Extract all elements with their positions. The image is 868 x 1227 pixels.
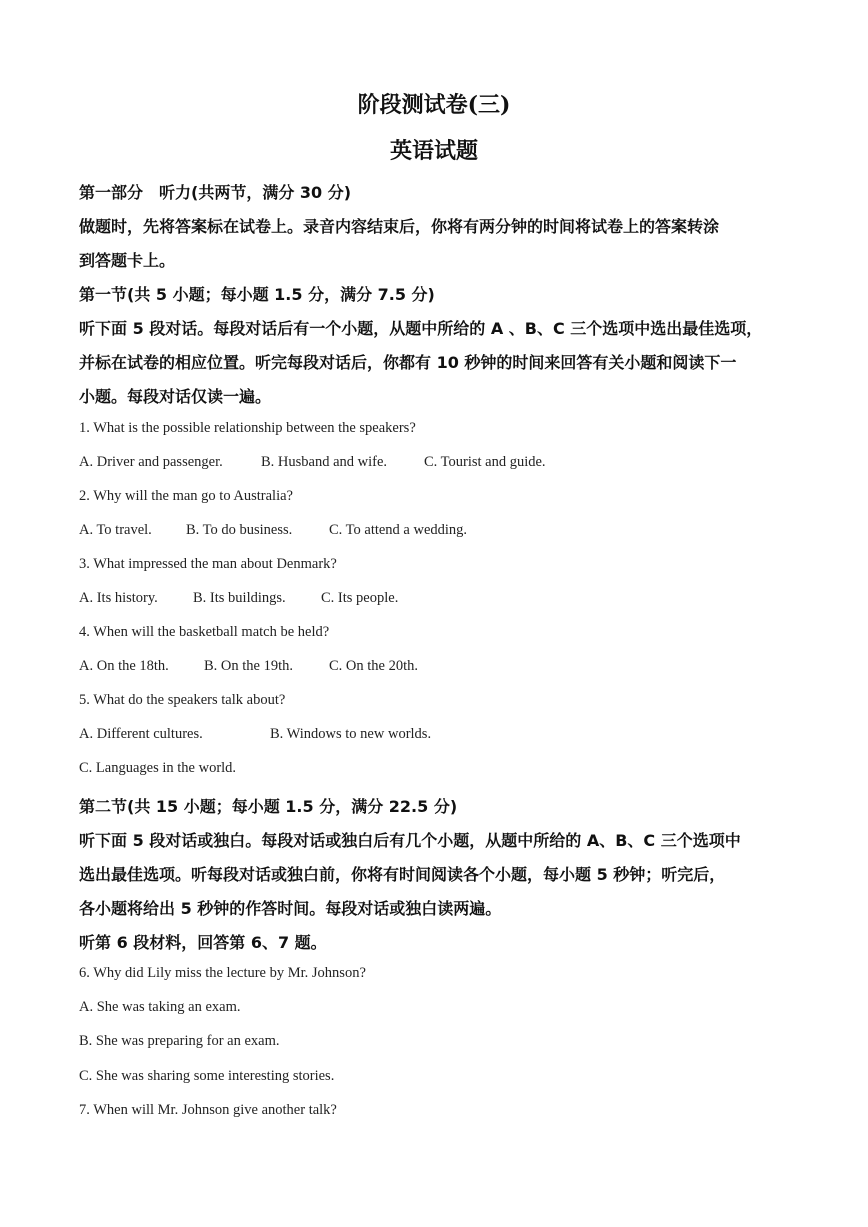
section2-instruction-line: 选出最佳选项。听每段对话或独白前，你将有时间阅读各个小题，每小题 5 秒钟；听完后，	[79, 865, 726, 884]
option-c: C. To attend a wedding.	[329, 522, 468, 538]
option-c: C. Languages in the world.	[79, 760, 237, 776]
option-b: B. Its buildings.	[193, 590, 286, 606]
section1-instruction-line: 小题。每段对话仅读一遍。	[79, 387, 272, 406]
option-c: C. She was sharing some interesting stories.	[79, 1068, 335, 1084]
part1-heading: 第一部分 听力(共两节，满分 30 分)	[79, 183, 352, 202]
option-a: A. Its history.	[79, 590, 158, 606]
option-b: B. Husband and wife.	[261, 454, 388, 470]
option-b: B. Windows to new worlds.	[270, 726, 432, 742]
question-6: 6. Why did Lily miss the lecture by Mr. Johnson?	[79, 965, 366, 981]
option-a: A. To travel.	[79, 522, 152, 538]
option-a: A. On the 18th.	[79, 658, 169, 674]
option-c: C. Its people.	[321, 590, 399, 606]
section2-heading: 第二节(共 15 小题；每小题 1.5 分，满分 22.5 分)	[79, 797, 458, 816]
option-c: C. On the 20th.	[329, 658, 419, 674]
option-a: A. She was taking an exam.	[79, 999, 241, 1015]
section2-instruction-line: 各小题将给出 5 秒钟的作答时间。每段对话或独白读两遍。	[79, 899, 502, 918]
question-7: 7. When will Mr. Johnson give another talk?	[79, 1102, 337, 1118]
option-c: C. Tourist and guide.	[424, 454, 546, 470]
option-a: A. Driver and passenger.	[79, 454, 223, 470]
option-b: B. She was preparing for an exam.	[79, 1033, 280, 1049]
question-2: 2. Why will the man go to Australia?	[79, 488, 293, 504]
question-3: 3. What impressed the man about Denmark?	[79, 556, 337, 572]
section1-heading: 第一节(共 5 小题；每小题 1.5 分，满分 7.5 分)	[79, 285, 435, 304]
section2-instruction-line: 听下面 5 段对话或独白。每段对话或独白后有几个小题，从题中所给的 A、B、C 三个选项中	[79, 831, 741, 850]
part1-instruction-line: 到答题卡上。	[79, 251, 176, 270]
material-6-heading: 听第 6 段材料，回答第 6、7 题。	[79, 933, 327, 952]
question-4: 4. When will the basketball match be held?	[79, 624, 330, 640]
part1-instruction-line: 做题时，先将答案标在试卷上。录音内容结束后，你将有两分钟的时间将试卷上的答案转涂	[79, 217, 720, 236]
option-a: A. Different cultures.	[79, 726, 203, 742]
section1-instruction-line: 听下面 5 段对话。每段对话后有一个小题，从题中所给的 A 、B、C 三个选项中选出最佳选项，	[79, 319, 763, 338]
question-1: 1. What is the possible relationship between the speakers?	[79, 420, 416, 436]
option-b: B. To do business.	[186, 522, 293, 538]
option-b: B. On the 19th.	[204, 658, 294, 674]
question-5: 5. What do the speakers talk about?	[79, 692, 286, 708]
exam-title: 阶段测试卷(三)	[357, 92, 511, 118]
section1-instruction-line: 并标在试卷的相应位置。听完每段对话后，你都有 10 秒钟的时间来回答有关小题和阅读下一	[79, 353, 737, 372]
exam-subtitle: 英语试题	[389, 138, 478, 164]
